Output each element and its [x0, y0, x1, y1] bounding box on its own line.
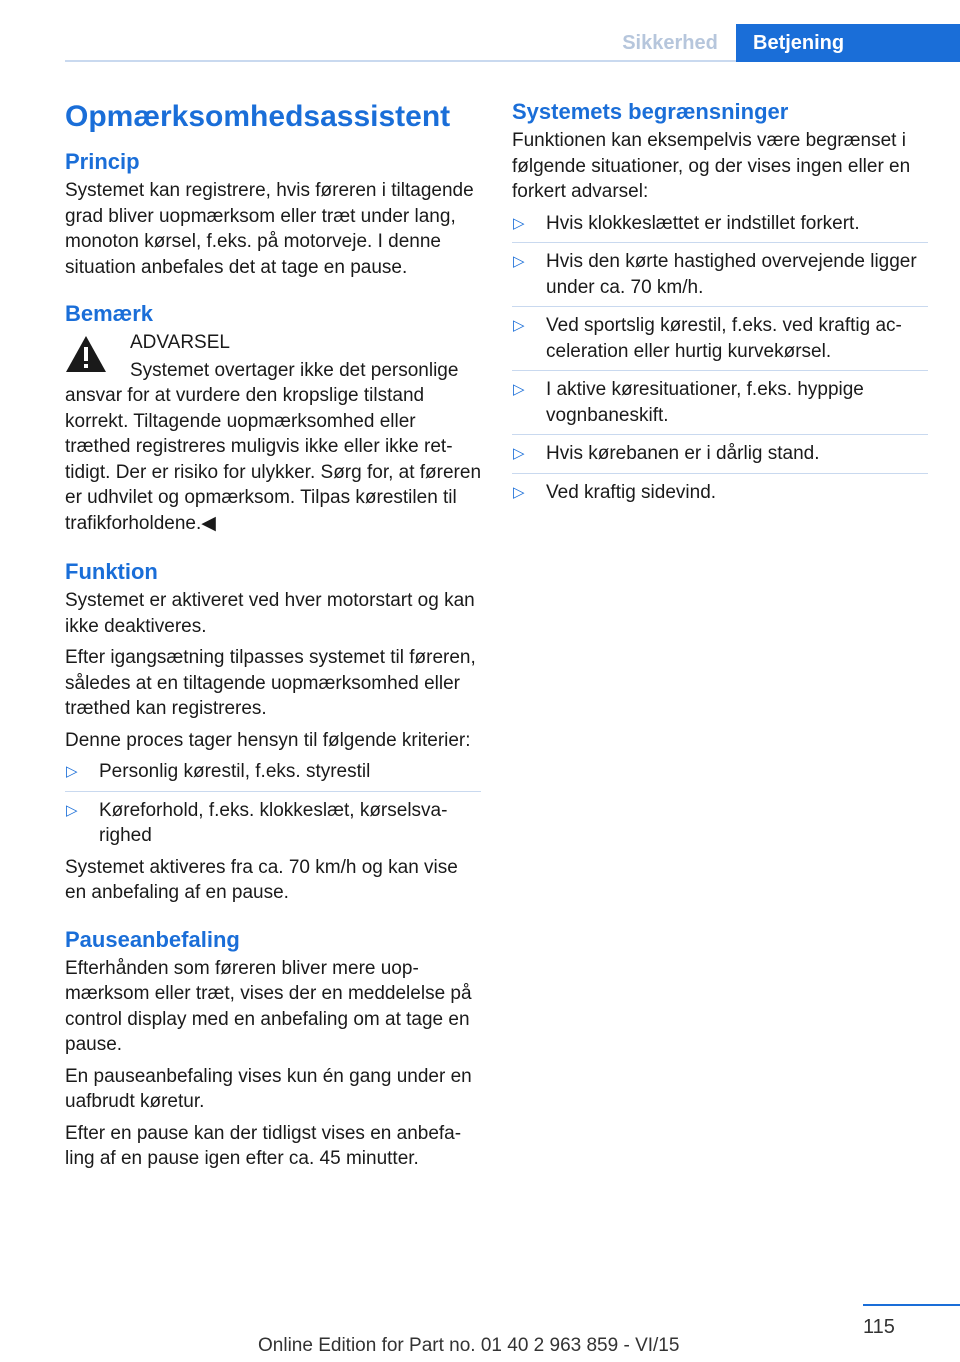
pause-p3: Efter en pause kan der tidligst vises en anbefaling af en pause igen efter ca. 45 minutter. [65, 1122, 462, 1169]
right-column [512, 96, 928, 511]
funktion-list [65, 759, 481, 849]
section-funktion [65, 556, 481, 906]
list-item: ▷ Ved sportslig kørestil, f.eks. ved kraftig acceleration eller hurtig kurvekørsel. [512, 306, 928, 364]
list-item: ▷ Hvis kørebanen er i dårlig stand. [512, 434, 928, 467]
list-item: ▷ Køreforhold, f.eks. klokkeslæt, kørselsvarighed [65, 791, 481, 849]
page-number: 115 [863, 1316, 895, 1338]
triangle-bullet-icon: ▷ [513, 483, 525, 501]
heading-princip: Princip [65, 149, 140, 174]
tab-betjening[interactable]: Betjening [736, 24, 960, 62]
section-bemaerk [65, 298, 481, 536]
warning-box [65, 330, 481, 536]
list-item: ▷ Hvis klokkeslættet er indstillet forkert. [512, 211, 928, 237]
warning-label: ADVARSEL [130, 332, 230, 353]
triangle-bullet-icon: ▷ [513, 214, 525, 232]
warning-triangle-icon [65, 334, 107, 374]
princip-text: Systemet kan registrere, hvis føreren i tiltagende grad bliver uopmærksom eller træt under lang, monoton kørsel, f.eks. på motorveje. I denne situation anbefales det at tage en pause. [65, 180, 474, 278]
begraensninger-list [512, 211, 928, 506]
triangle-bullet-icon: ▷ [513, 445, 525, 462]
list-item: ▷ I aktive køresituationer, f.eks. hyppige vognbaneskift. [512, 370, 928, 428]
funktion-p3: Denne proces tager hensyn til følgende kriterier: [65, 729, 471, 751]
triangle-bullet-icon: ▷ [66, 763, 78, 780]
section-princip [65, 146, 481, 280]
heading-funktion: Funktion [65, 559, 158, 584]
triangle-bullet-icon: ▷ [513, 381, 525, 398]
funktion-p1: Systemet er aktiveret ved hver motorstart og kan ikke deaktiveres. [65, 590, 475, 637]
triangle-bullet-icon: ▷ [513, 253, 525, 270]
triangle-bullet-icon: ▷ [513, 317, 525, 334]
tab-sikkerhed[interactable]: Sikkerhed [622, 32, 718, 54]
warning-text: Systemet overtager ikke det personlige ansvar for at vurdere den kropslige tilstand korrekt. Tiltagende uopmærksomhed eller træthed registreres muligvis ikke eller ikke rettidigt. Der er risiko for ulykker. Sørg for, at føreren er udhvilet og opmærksom. Tilpas kørestilen til trafikforholdene.◀ [65, 359, 482, 534]
heading-bemaerk: Bemærk [65, 301, 154, 326]
triangle-bullet-icon: ▷ [66, 801, 78, 819]
section-pauseanbefaling [65, 924, 481, 1172]
heading-begraensninger: Systemets begrænsninger [512, 99, 789, 124]
begraensninger-intro: Funktionen kan eksempelvis være begrænset i følgende situationer, og der vises ingen eller en forkert advarsel: [512, 130, 911, 202]
pause-p2: En pauseanbefaling vises kun én gang under en uafbrudt køretur. [65, 1065, 472, 1112]
list-item: ▷ Personlig kørestil, f.eks. styrestil [65, 759, 481, 785]
footer-rule [863, 1304, 960, 1306]
list-item: ▷ Hvis den kørte hastighed overvejende ligger under ca. 70 km/h. [512, 242, 928, 300]
funktion-p2: Efter igangsætning tilpasses systemet til føreren, således at en tiltagende uopmærksomhed eller træthed kan registreres. [65, 647, 476, 719]
list-item: ▷ Ved kraftig sidevind. [512, 473, 928, 506]
heading-pauseanbefaling: Pauseanbefaling [65, 926, 240, 952]
edition-footer: Online Edition for Part no. 01 40 2 963 859 - VI/15 [258, 1335, 680, 1356]
funktion-p4: Systemet aktiveres fra ca. 70 km/h og kan vise en anbefaling af en pause. [65, 856, 458, 903]
left-column [65, 96, 481, 1190]
pause-p1: Efterhånden som føreren bliver mere uopmærksom eller træt, vises der en meddelelse på control display med en anbefaling om at tage en pause. [65, 957, 472, 1055]
page-title: Opmærksomhedsassistent [65, 100, 451, 133]
